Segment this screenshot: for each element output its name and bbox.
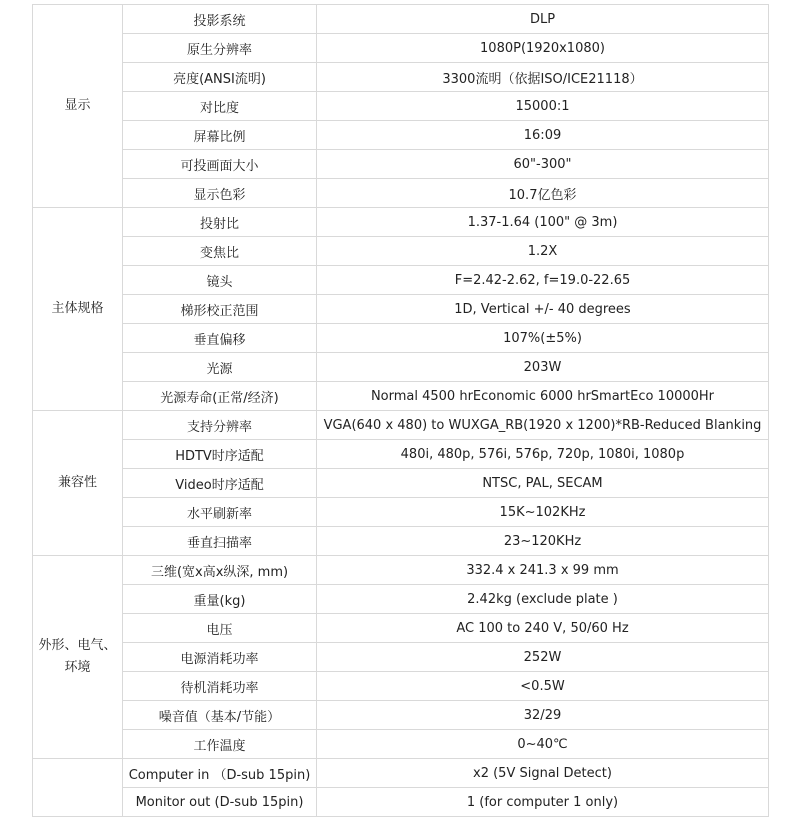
spec-value: F=2.42-2.62, f=19.0-22.65	[317, 266, 769, 295]
spec-row	[33, 759, 769, 788]
spec-label: 原生分辨率	[123, 34, 317, 63]
spec-label: 工作温度	[123, 730, 317, 759]
spec-value: 332.4 x 241.3 x 99 mm	[317, 556, 769, 585]
spec-row	[33, 469, 769, 498]
spec-value: VGA(640 x 480) to WUXGA_RB(1920 x 1200)*RB-Reduced Blanking	[317, 411, 769, 440]
spec-value: 1D, Vertical +/- 40 degrees	[317, 295, 769, 324]
spec-value: 23~120KHz	[317, 527, 769, 556]
spec-value: 15000:1	[317, 92, 769, 121]
spec-value: 3300流明（依据ISO/ICE21118）	[317, 63, 769, 92]
spec-category: 主体规格	[33, 208, 123, 411]
spec-row	[33, 527, 769, 556]
spec-row	[33, 266, 769, 295]
spec-row	[33, 440, 769, 469]
spec-value: 15K~102KHz	[317, 498, 769, 527]
spec-row	[33, 92, 769, 121]
spec-label: Monitor out (D-sub 15pin)	[123, 788, 317, 817]
spec-label: 噪音值（基本/节能）	[123, 701, 317, 730]
spec-label: 电源消耗功率	[123, 643, 317, 672]
spec-value: 1.37-1.64 (100" @ 3m)	[317, 208, 769, 237]
spec-value: 203W	[317, 353, 769, 382]
spec-row	[33, 353, 769, 382]
spec-label: 亮度(ANSI流明)	[123, 63, 317, 92]
spec-label: HDTV时序适配	[123, 440, 317, 469]
spec-row	[33, 585, 769, 614]
spec-value: Normal 4500 hrEconomic 6000 hrSmartEco 10000Hr	[317, 382, 769, 411]
spec-value: 107%(±5%)	[317, 324, 769, 353]
spec-category: 显示	[33, 5, 123, 208]
spec-row	[33, 295, 769, 324]
spec-value: 2.42kg (exclude plate )	[317, 585, 769, 614]
spec-label: Computer in （D-sub 15pin)	[123, 759, 317, 788]
spec-value: 1080P(1920x1080)	[317, 34, 769, 63]
spec-label: 屏幕比例	[123, 121, 317, 150]
spec-value: 0~40℃	[317, 730, 769, 759]
spec-row	[33, 208, 769, 237]
spec-row	[33, 179, 769, 208]
spec-table-body	[33, 5, 769, 817]
spec-category: 兼容性	[33, 411, 123, 556]
spec-value: 16:09	[317, 121, 769, 150]
spec-label: 显示色彩	[123, 179, 317, 208]
spec-label: 电压	[123, 614, 317, 643]
spec-row	[33, 643, 769, 672]
spec-label: 可投画面大小	[123, 150, 317, 179]
spec-label: 垂直偏移	[123, 324, 317, 353]
spec-value: 480i, 480p, 576i, 576p, 720p, 1080i, 1080p	[317, 440, 769, 469]
spec-row	[33, 34, 769, 63]
spec-row	[33, 788, 769, 817]
spec-label: 对比度	[123, 92, 317, 121]
spec-row	[33, 556, 769, 585]
spec-label: 垂直扫描率	[123, 527, 317, 556]
spec-value: <0.5W	[317, 672, 769, 701]
spec-row	[33, 701, 769, 730]
spec-label: Video时序适配	[123, 469, 317, 498]
spec-row	[33, 5, 769, 34]
spec-row	[33, 324, 769, 353]
spec-row	[33, 498, 769, 527]
spec-value: AC 100 to 240 V, 50/60 Hz	[317, 614, 769, 643]
spec-label: 重量(kg)	[123, 585, 317, 614]
spec-row	[33, 730, 769, 759]
spec-value: 60"-300"	[317, 150, 769, 179]
spec-row	[33, 63, 769, 92]
spec-value: 252W	[317, 643, 769, 672]
spec-label: 镜头	[123, 266, 317, 295]
spec-value: DLP	[317, 5, 769, 34]
spec-label: 投射比	[123, 208, 317, 237]
spec-row	[33, 237, 769, 266]
spec-label: 支持分辨率	[123, 411, 317, 440]
spec-label: 投影系统	[123, 5, 317, 34]
spec-label: 变焦比	[123, 237, 317, 266]
spec-row	[33, 614, 769, 643]
spec-value: 1.2X	[317, 237, 769, 266]
spec-row	[33, 121, 769, 150]
spec-value: NTSC, PAL, SECAM	[317, 469, 769, 498]
spec-category	[33, 759, 123, 817]
spec-category: 外形、电气、环境	[33, 556, 123, 759]
spec-value: 1 (for computer 1 only)	[317, 788, 769, 817]
spec-value: 32/29	[317, 701, 769, 730]
spec-table	[32, 4, 769, 817]
spec-label: 水平刷新率	[123, 498, 317, 527]
spec-value: x2 (5V Signal Detect)	[317, 759, 769, 788]
spec-value: 10.7亿色彩	[317, 179, 769, 208]
spec-label: 光源寿命(正常/经济)	[123, 382, 317, 411]
spec-row	[33, 672, 769, 701]
spec-label: 待机消耗功率	[123, 672, 317, 701]
spec-label: 梯形校正范围	[123, 295, 317, 324]
spec-row	[33, 411, 769, 440]
spec-label: 三维(宽x高x纵深, mm)	[123, 556, 317, 585]
spec-row	[33, 382, 769, 411]
spec-label: 光源	[123, 353, 317, 382]
spec-row	[33, 150, 769, 179]
